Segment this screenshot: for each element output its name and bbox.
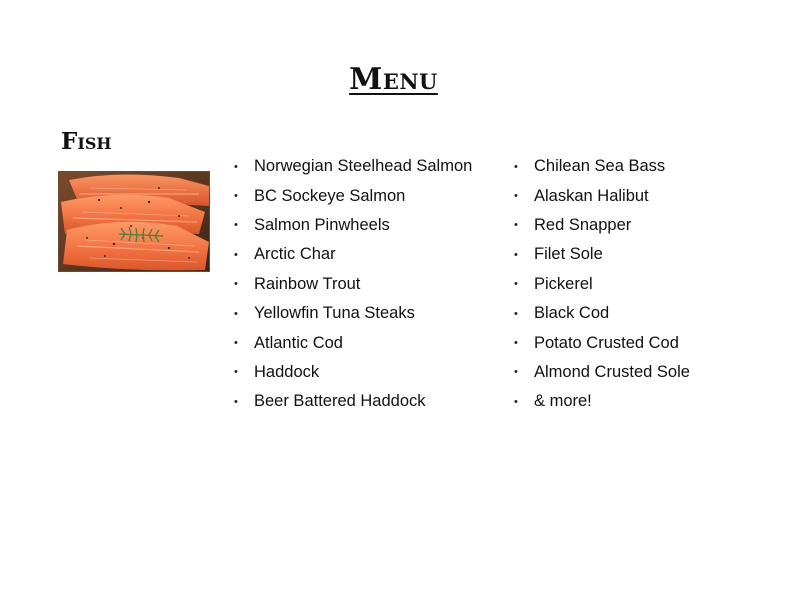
list-item	[514, 387, 690, 416]
list-item-label: Salmon Pinwheels	[254, 215, 390, 234]
list-item-label: Haddock	[254, 362, 320, 381]
list-item-label: Alaskan Halibut	[534, 186, 649, 205]
bullet: •	[514, 190, 518, 203]
menu-list-right	[514, 152, 690, 417]
list-item	[234, 358, 472, 387]
list-item	[234, 240, 472, 269]
list-item-label: Almond Crusted Sole	[534, 362, 690, 381]
bullet: •	[514, 278, 518, 291]
list-item-label: Pickerel	[534, 274, 593, 293]
menu-title: Menu	[349, 62, 438, 97]
list-item	[514, 358, 690, 387]
bullet: •	[514, 337, 518, 350]
list-item	[514, 240, 690, 269]
bullet: •	[514, 248, 518, 261]
salmon-fillets-photo	[58, 171, 210, 272]
menu-list-left	[234, 152, 472, 417]
bullet: •	[234, 190, 238, 203]
bullet: •	[514, 160, 518, 173]
bullet: •	[234, 248, 238, 261]
list-item	[234, 299, 472, 328]
bullet: •	[514, 395, 518, 408]
list-item-label: BC Sockeye Salmon	[254, 186, 406, 205]
bullet: •	[234, 160, 238, 173]
section-title-fish: Fish	[61, 128, 112, 155]
bullet: •	[514, 307, 518, 320]
bullet: •	[234, 307, 238, 320]
list-item-label: Potato Crusted Cod	[534, 333, 679, 352]
list-item-label: Beer Battered Haddock	[254, 392, 426, 411]
list-item	[514, 211, 690, 240]
list-item	[514, 328, 690, 357]
list-item	[234, 211, 472, 240]
list-item-label: Rainbow Trout	[254, 274, 361, 293]
list-item-label: Norwegian Steelhead Salmon	[254, 157, 473, 176]
bullet: •	[514, 366, 518, 379]
list-item	[514, 270, 690, 299]
list-item	[234, 270, 472, 299]
list-item-label: Arctic Char	[254, 245, 336, 264]
list-item	[234, 328, 472, 357]
list-item	[514, 152, 690, 181]
bullet: •	[234, 337, 238, 350]
list-item	[234, 181, 472, 210]
bullet: •	[234, 366, 238, 379]
bullet: •	[234, 219, 238, 232]
list-item-label: Red Snapper	[534, 215, 632, 234]
bullet: •	[234, 278, 238, 291]
list-item-label: Atlantic Cod	[254, 333, 343, 352]
list-item-label: Filet Sole	[534, 245, 603, 264]
list-item-label: Chilean Sea Bass	[534, 157, 666, 176]
list-item-label: Black Cod	[534, 304, 610, 323]
bullet: •	[234, 395, 238, 408]
list-item	[234, 387, 472, 416]
list-item	[234, 152, 472, 181]
list-item	[514, 181, 690, 210]
bullet: •	[514, 219, 518, 232]
list-item	[514, 299, 690, 328]
list-item-label: Yellowfin Tuna Steaks	[254, 304, 415, 323]
list-item-label: & more!	[534, 392, 592, 411]
